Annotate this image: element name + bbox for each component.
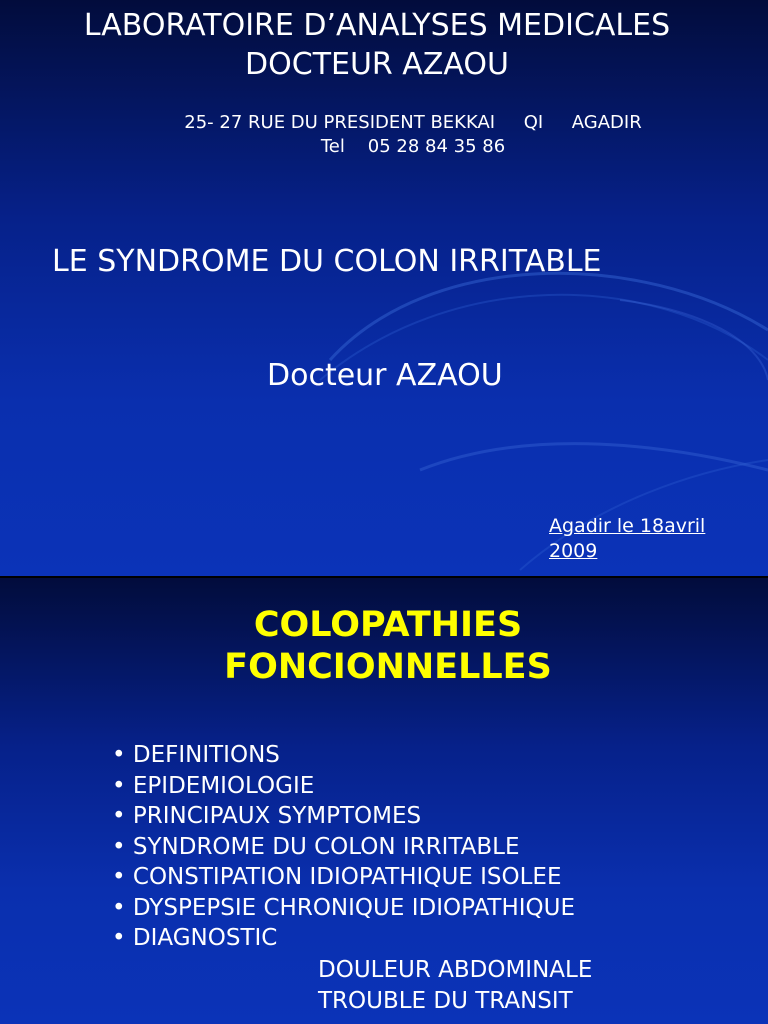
slide-heading-line-2: FONCIONNELLES bbox=[224, 647, 552, 687]
bullet-item: • DYSPEPSIE CHRONIQUE IDIOPATHIQUE bbox=[112, 894, 576, 921]
contact-block bbox=[0, 111, 768, 159]
address-line: 25- 27 RUE DU PRESIDENT BEKKAI QI AGADIR bbox=[184, 112, 642, 133]
bullet-list bbox=[112, 740, 575, 954]
bullet-icon: • bbox=[112, 925, 126, 951]
laboratory-title-line-2: DOCTEUR AZAOU bbox=[245, 47, 509, 82]
presentation-subject: LE SYNDROME DU COLON IRRITABLE bbox=[52, 244, 602, 279]
outline-slide bbox=[0, 578, 768, 1024]
bullet-icon: • bbox=[112, 864, 126, 890]
slide-heading bbox=[0, 604, 768, 688]
bullet-icon: • bbox=[112, 803, 126, 829]
bullet-icon: • bbox=[112, 833, 126, 860]
bullet-icon: • bbox=[112, 772, 126, 799]
laboratory-title bbox=[0, 6, 754, 84]
author-name: Docteur AZAOU bbox=[267, 358, 503, 393]
phone-line: Tel 05 28 84 35 86 bbox=[320, 136, 506, 157]
sub-item: DOULEUR ABDOMINALE bbox=[318, 957, 593, 983]
bullet-item: • DEFINITIONS bbox=[112, 742, 280, 768]
bullet-icon: • bbox=[112, 742, 126, 768]
date-line-2: 2009 bbox=[549, 540, 598, 562]
bullet-item: • CONSTIPATION IDIOPATHIQUE ISOLEE bbox=[112, 864, 562, 890]
bullet-item: • EPIDEMIOLOGIE bbox=[112, 772, 315, 799]
laboratory-title-line-1: LABORATOIRE D’ANALYSES MEDICALES bbox=[83, 8, 671, 43]
date-line-1: Agadir le 18avril bbox=[549, 515, 706, 537]
slide-heading-line-1: COLOPATHIES bbox=[253, 605, 523, 645]
date-link[interactable] bbox=[549, 514, 705, 564]
bullet-item: • SYNDROME DU COLON IRRITABLE bbox=[112, 833, 520, 860]
diagnostic-sub-list bbox=[318, 955, 592, 1016]
bullet-item: • DIAGNOSTIC bbox=[112, 925, 278, 951]
sub-item: TROUBLE DU TRANSIT bbox=[318, 987, 573, 1014]
bullet-item: • PRINCIPAUX SYMPTOMES bbox=[112, 803, 422, 829]
bullet-icon: • bbox=[112, 894, 126, 921]
